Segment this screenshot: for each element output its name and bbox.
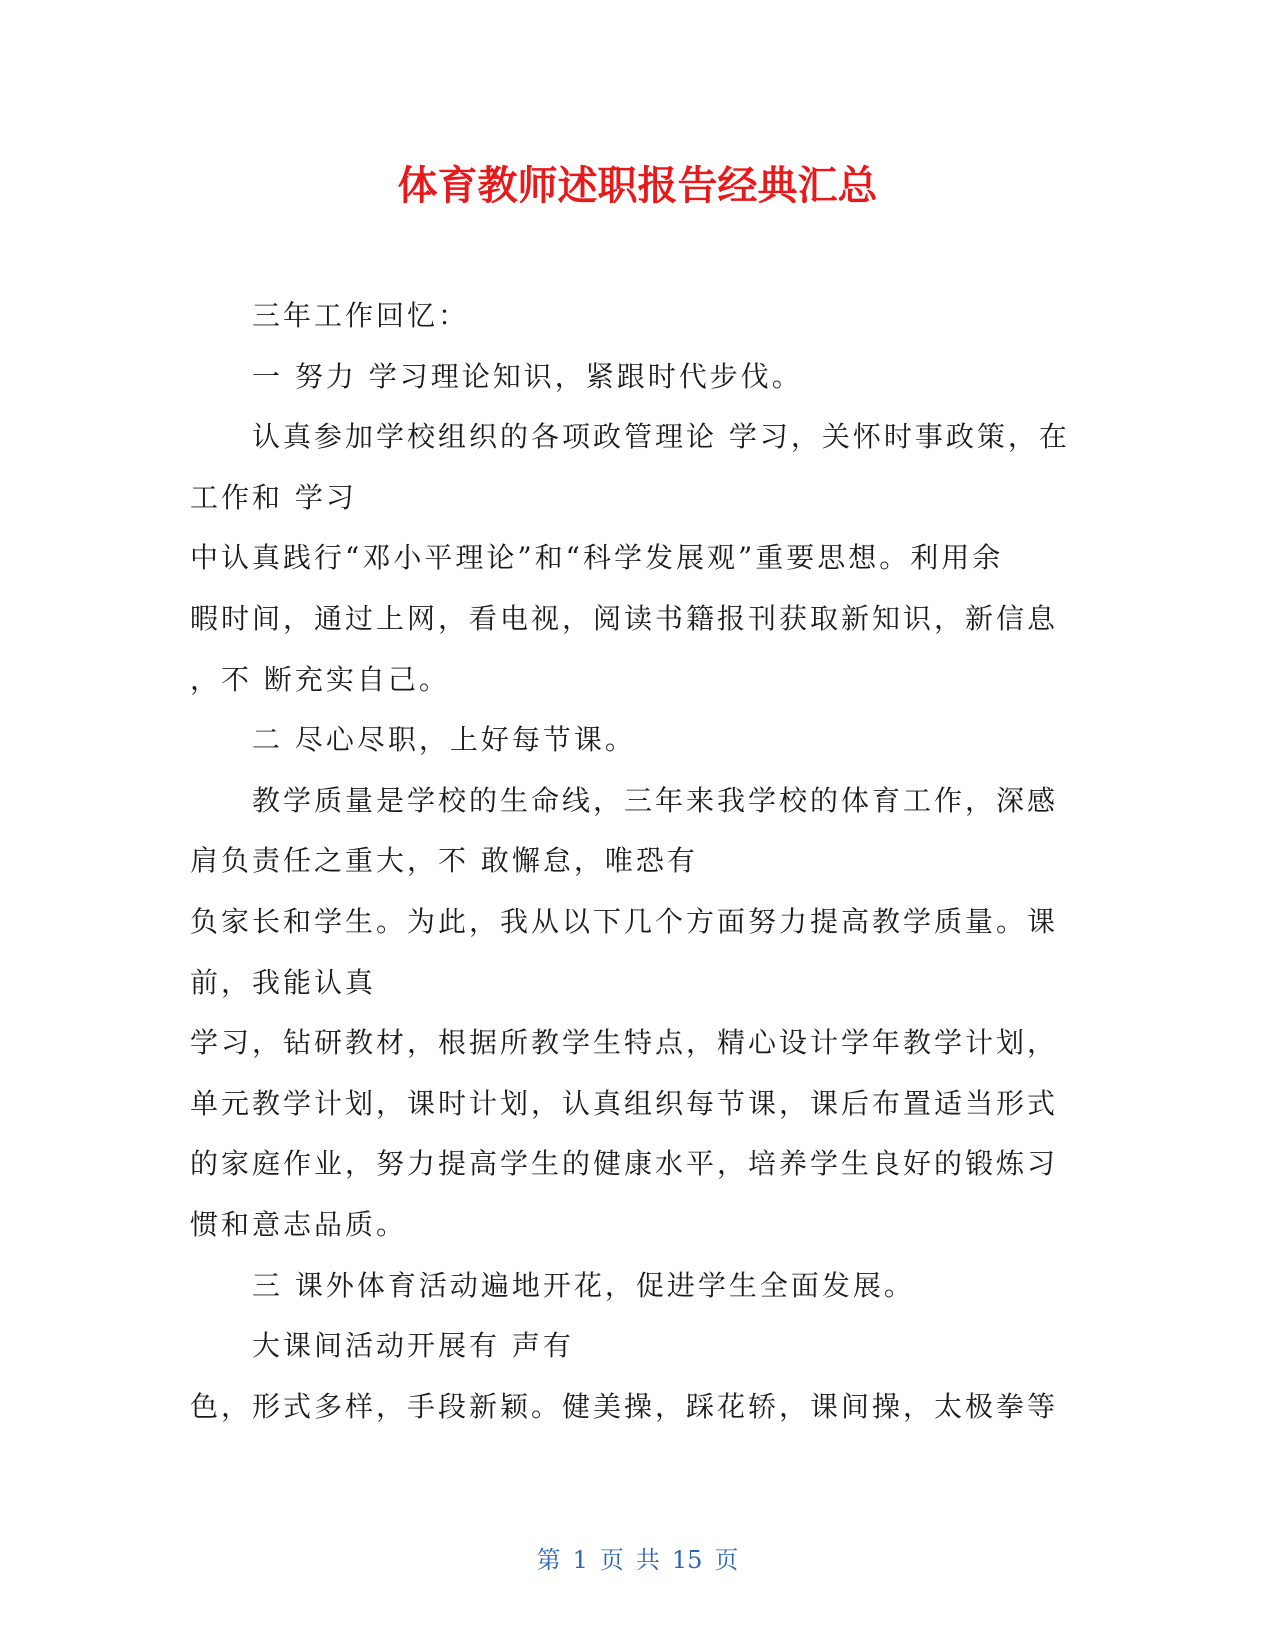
paragraph-line: 的家庭作业，努力提高学生的健康水平，培养学生良好的锻炼习 <box>190 1147 1059 1181</box>
paragraph-line: 负家长和学生。为此，我从以下几个方面努力提高教学质量。课 <box>190 904 1059 938</box>
paragraph-line: ，不 断充实自己。 <box>190 662 450 696</box>
paragraph-line: 大课间活动开展有 声有 <box>252 1329 574 1363</box>
page-footer <box>0 1542 1275 1578</box>
paragraph-line: 一 努力 学习理论知识，紧跟时代步伐。 <box>252 359 803 393</box>
paragraph-line: 前，我能认真 <box>190 965 377 999</box>
paragraph-line: 三 课外体育活动遍地开花，促进学生全面发展。 <box>252 1268 915 1302</box>
footer-total-pages: 15 <box>671 1546 703 1574</box>
footer-label-total: 共 <box>635 1546 660 1574</box>
paragraph-line: 学习，钻研教材，根据所教学生特点，精心设计学年教学计划， <box>190 1026 1059 1060</box>
paragraph-line: 教学质量是学校的生命线，三年来我学校的体育工作，深感 <box>252 783 1059 817</box>
paragraph-line: 中认真践行“邓小平理论”和“科学发展观”重要思想。利用余 <box>190 541 1004 575</box>
paragraph-line: 工作和 学习 <box>190 480 357 514</box>
footer-label-page: 第 <box>536 1546 561 1574</box>
paragraph-line: 二 尽心尽职，上好每节课。 <box>252 723 636 757</box>
paragraph-line: 单元教学计划，课时计划，认真组织每节课，课后布置适当形式 <box>190 1086 1059 1120</box>
paragraph-line: 色，形式多样，手段新颖。健美操，踩花轿，课间操，太极拳等 <box>190 1389 1059 1423</box>
paragraph-line: 惯和意志品质。 <box>190 1207 408 1241</box>
paragraph-line: 三年工作回忆： <box>252 299 470 332</box>
footer-label-of: 页 <box>599 1546 624 1574</box>
footer-label-end: 页 <box>714 1546 739 1574</box>
paragraph-line: 认真参加学校组织的各项政管理论 学习，关怀时事政策，在 <box>252 420 1070 454</box>
paragraph-line: 肩负责任之重大，不 敢懈怠，唯恐有 <box>190 844 698 878</box>
paragraph-line: 暇时间，通过上网，看电视，阅读书籍报刊获取新知识，新信息 <box>190 601 1059 635</box>
footer-current-page: 1 <box>572 1546 588 1574</box>
document-body <box>190 296 1090 1447</box>
document-title: 体育教师述职报告经典汇总 <box>397 163 878 209</box>
